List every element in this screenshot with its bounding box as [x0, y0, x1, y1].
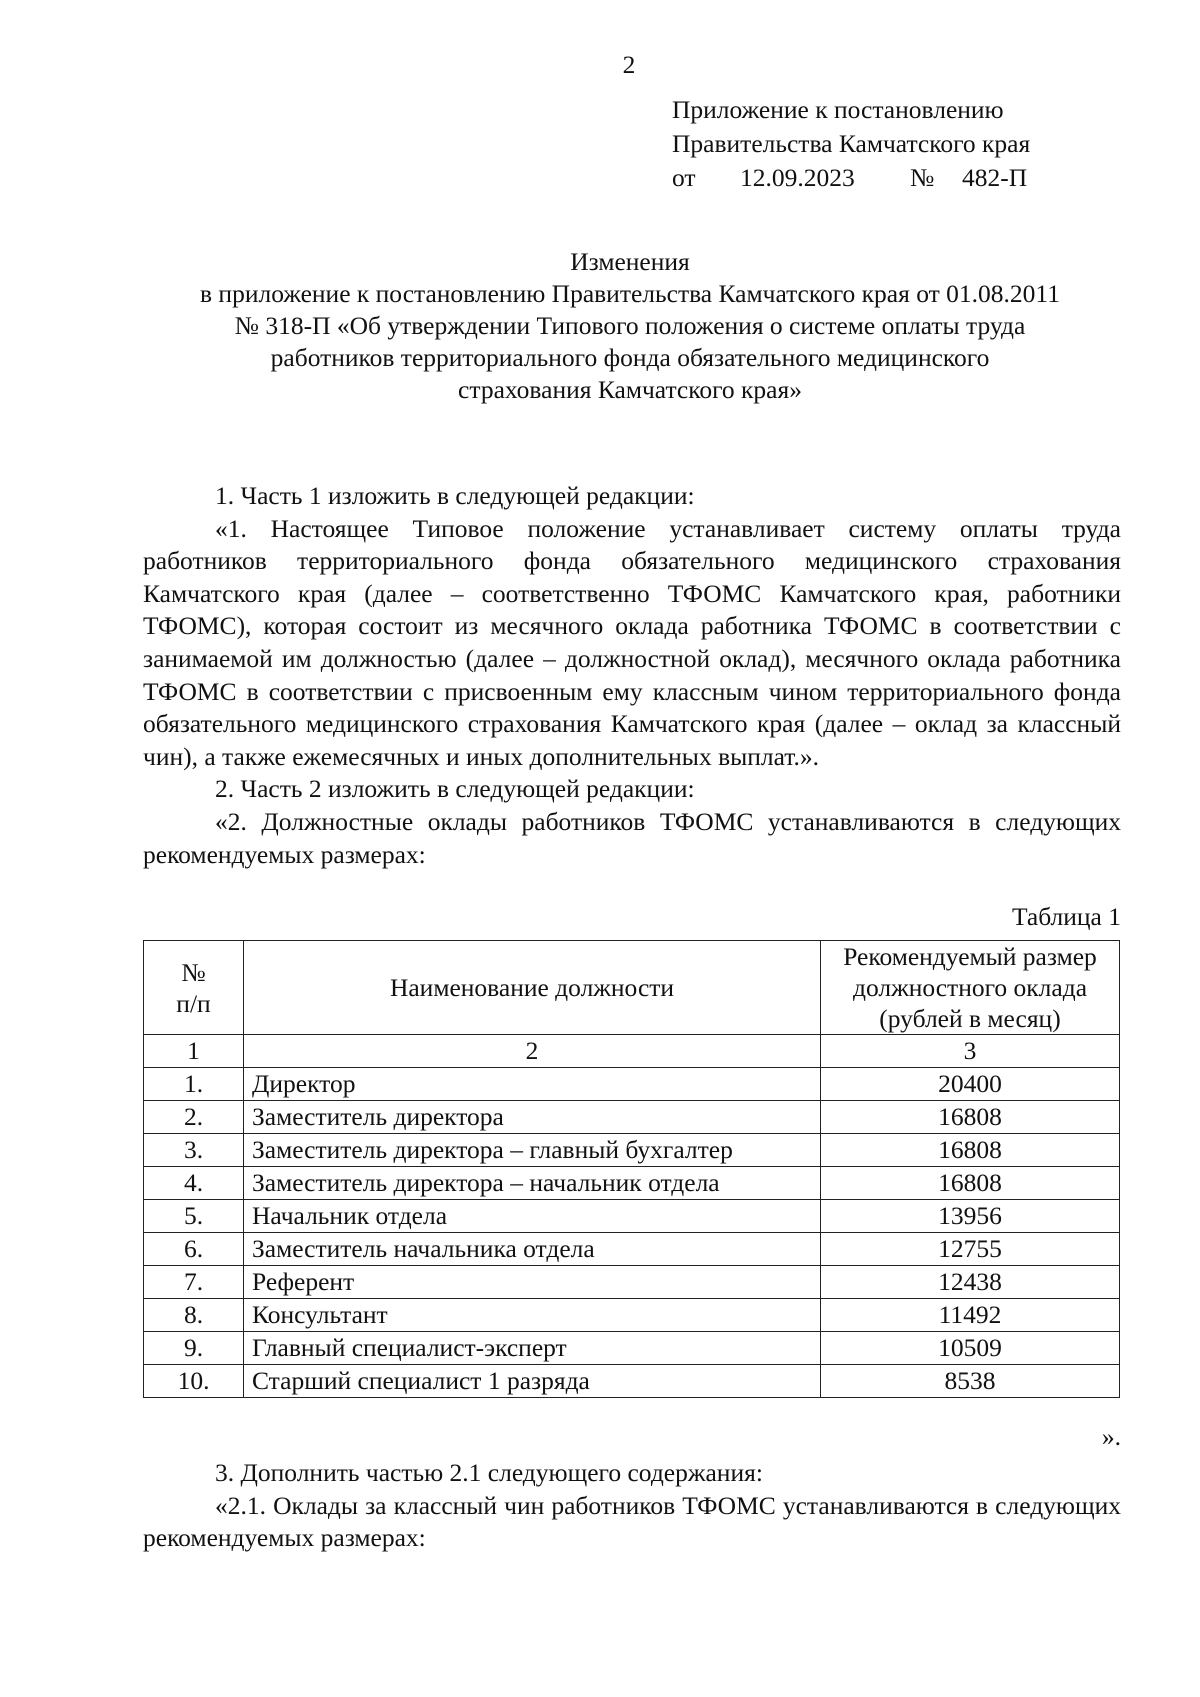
row-num: 1. [144, 1068, 244, 1101]
appendix-header [672, 93, 1030, 195]
index-cell: 2 [244, 1035, 821, 1068]
salary-table [143, 940, 1120, 1398]
row-salary: 10509 [821, 1332, 1120, 1365]
date-prefix: от [672, 163, 696, 192]
table-row [144, 1266, 1120, 1299]
header-salary-line-2: должностного оклада [852, 973, 1088, 1002]
row-num: 3. [144, 1134, 244, 1167]
row-position: Начальник отдела [244, 1200, 821, 1233]
page-number: 2 [622, 50, 636, 79]
row-num: 2. [144, 1101, 244, 1134]
header-name: Наименование должности [244, 941, 821, 1035]
row-num: 8. [144, 1299, 244, 1332]
table-row [144, 1233, 1120, 1266]
row-position: Главный специалист-эксперт [244, 1332, 821, 1365]
title-line-4: работников территориального фонда обязательного медицинского [270, 343, 990, 372]
title-line-3: № 318-П «Об утверждении Типового положения о системе оплаты труда [234, 311, 1026, 340]
item-1-heading: 1. Часть 1 изложить в следующей редакции: [215, 481, 695, 510]
table-row [144, 1200, 1120, 1233]
document-body [143, 480, 1121, 871]
row-salary: 12755 [821, 1233, 1120, 1266]
table-row [144, 1134, 1120, 1167]
header-num-line-2: п/п [176, 988, 211, 1018]
row-num: 9. [144, 1332, 244, 1365]
row-num: 5. [144, 1200, 244, 1233]
item-3-text: «2.1. Оклады за классный чин работников ТФОМС устанавливаются в следующих рекомендуемых размерах: [143, 1490, 1121, 1553]
table-row [144, 1101, 1120, 1134]
table-row [144, 1299, 1120, 1332]
title-line-1: Изменения [570, 247, 690, 276]
row-salary: 11492 [821, 1299, 1120, 1332]
table-row [144, 1365, 1120, 1398]
title-line-2: в приложение к постановлению Правительства Камчатского края от 01.08.2011 [200, 279, 1060, 308]
row-position: Заместитель начальника отдела [244, 1233, 821, 1266]
index-cell: 1 [144, 1035, 244, 1068]
row-salary: 13956 [821, 1200, 1120, 1233]
appendix-number: 482-П [962, 163, 1028, 192]
row-salary: 16808 [821, 1167, 1120, 1200]
appendix-line-2: Правительства Камчатского края [672, 129, 1031, 158]
row-salary: 12438 [821, 1266, 1120, 1299]
document-body-continued [143, 1457, 1121, 1555]
table-index-row [144, 1035, 1120, 1068]
title-line-5: страхования Камчатского края» [458, 375, 802, 404]
header-salary-line-1: Рекомендуемый размер [843, 942, 1097, 971]
row-salary: 16808 [821, 1134, 1120, 1167]
row-position: Директор [244, 1068, 821, 1101]
row-salary: 20400 [821, 1068, 1120, 1101]
index-cell: 3 [821, 1035, 1120, 1068]
header-salary [821, 941, 1120, 1035]
table-header-row [144, 941, 1120, 1035]
table-row [144, 1167, 1120, 1200]
row-num: 10. [144, 1365, 244, 1398]
row-num: 4. [144, 1167, 244, 1200]
table-row [144, 1332, 1120, 1365]
table-caption: Таблица 1 [1011, 902, 1121, 931]
appendix-line-1: Приложение к постановлению [672, 95, 1004, 124]
row-position: Референт [244, 1266, 821, 1299]
row-position: Консультант [244, 1299, 821, 1332]
row-position: Старший специалист 1 разряда [244, 1365, 821, 1398]
row-num: 7. [144, 1266, 244, 1299]
number-prefix: № [910, 163, 935, 192]
appendix-date-line [672, 161, 1030, 195]
row-salary: 8538 [821, 1365, 1120, 1398]
item-2-heading: 2. Часть 2 изложить в следующей редакции: [215, 774, 695, 804]
appendix-date: 12.09.2023 [740, 163, 855, 192]
item-2-text: «2. Должностные оклады работников ТФОМС устанавливаются в следующих рекомендуемых размерах: [143, 806, 1121, 869]
row-position: Заместитель директора – главный бухгалтер [244, 1134, 821, 1167]
row-position: Заместитель директора – начальник отдела [244, 1167, 821, 1200]
item-3-heading: 3. Дополнить частью 2.1 следующего содержания: [215, 1458, 763, 1487]
row-position: Заместитель директора [244, 1101, 821, 1134]
table-row [144, 1068, 1120, 1101]
header-num [144, 941, 244, 1035]
header-num-line-1: № [181, 957, 206, 987]
header-salary-line-3: (рублей в месяц) [879, 1004, 1061, 1033]
document-title [110, 246, 1150, 406]
row-salary: 16808 [821, 1101, 1120, 1134]
closing-quote: ». [1101, 1422, 1121, 1451]
item-1-text: «1. Настоящее Типовое положение устанавливает систему оплаты труда работников территориального фонда обязательного медицинского страхования Камчатского края (далее – соответственно ТФОМС Камчатского края, работники ТФОМС), которая состоит из месячного оклада работника ТФОМС в соответствии с занимаемой им должностью (далее – должностной оклад), месячного оклада работника ТФОМС в соответствии с присвоенным ему классным чином территориального фонда обязательного медицинского страхования Камчатского края (далее – оклад за классный чин), а также ежемесячных и иных дополнительных выплат.». [143, 513, 1121, 771]
row-num: 6. [144, 1233, 244, 1266]
